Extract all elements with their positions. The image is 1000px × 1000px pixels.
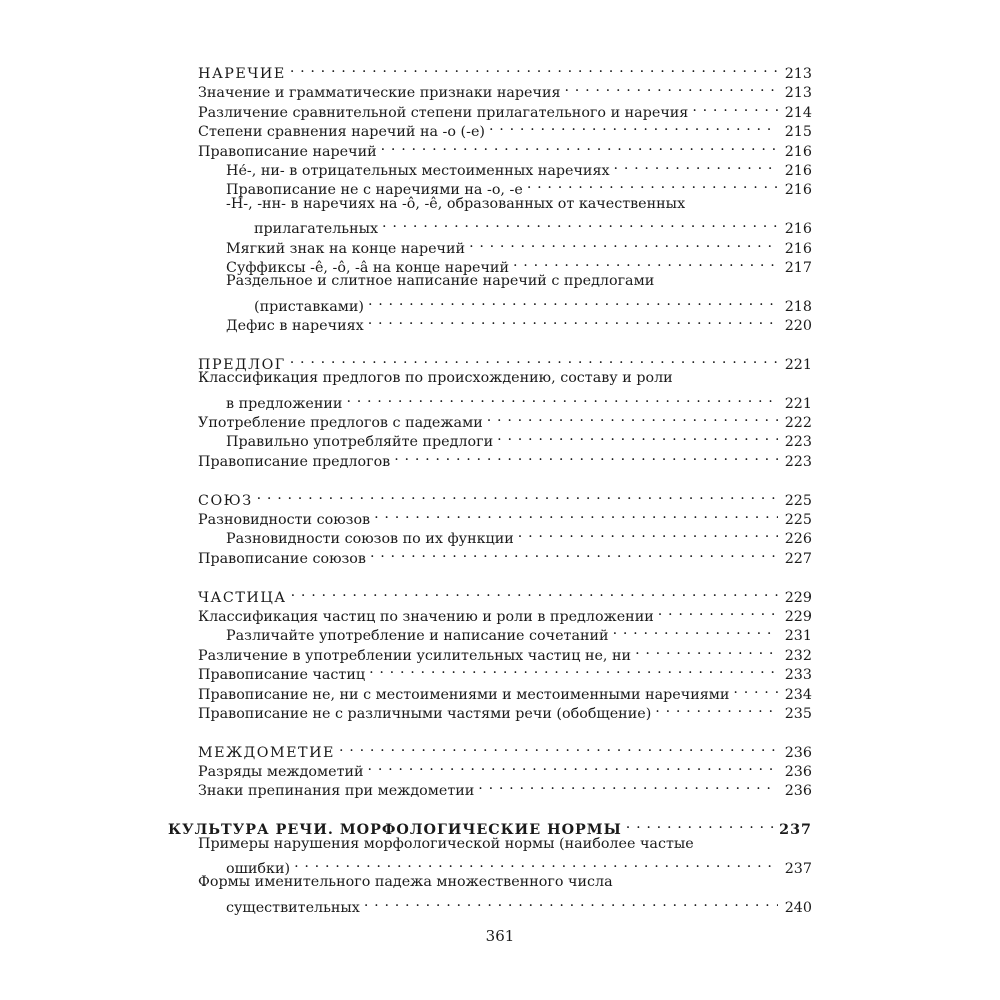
dot-leader	[294, 854, 778, 873]
toc-entry	[198, 292, 812, 315]
dot-leader	[478, 776, 778, 795]
dot-leader	[291, 583, 778, 602]
dot-leader	[487, 408, 778, 427]
toc-entry-page: 235	[784, 705, 812, 722]
toc-entry-title: Правописание предлогов	[198, 453, 391, 470]
dot-leader	[394, 447, 778, 466]
toc-entry	[198, 486, 812, 509]
toc-entry-page: 215	[784, 124, 812, 141]
toc-entry	[198, 311, 812, 335]
toc-entry-title: Классификация частиц по значению и роли в предложении	[198, 608, 654, 625]
toc-entry-title: Разновидности союзов	[198, 511, 371, 528]
dot-leader	[635, 641, 778, 660]
toc-entry-page: 229	[784, 589, 812, 606]
toc-entry	[198, 175, 812, 199]
toc-entry-title: Не́-, ни- в отрицательных местоименных наречиях	[226, 162, 610, 179]
toc-entry	[198, 272, 812, 291]
toc-entry	[198, 854, 812, 878]
toc-entry-title: Употребление предлогов с падежами	[198, 415, 483, 432]
toc-entry-title: Суффиксы -ê, -ô, -â на конце наречий	[226, 259, 509, 276]
dot-leader	[290, 59, 778, 78]
toc-entry-title: ПРЕДЛОГ	[198, 356, 286, 373]
toc-entry-title: Различайте употребление и написание сочетаний	[226, 628, 609, 645]
toc-entry-page: 223	[784, 453, 812, 470]
toc-entry-page: 216	[784, 221, 812, 238]
toc-entry	[198, 137, 812, 160]
toc-entry	[198, 98, 812, 121]
toc-entry	[198, 195, 812, 214]
dot-leader	[497, 427, 778, 446]
dot-leader	[613, 621, 778, 640]
toc-entry-title: существительных	[226, 899, 360, 916]
toc-entry	[198, 350, 812, 373]
toc-entry-page: 216	[784, 240, 812, 257]
dot-leader	[364, 893, 778, 912]
toc-entry-title: Разновидности союзов по их функции	[226, 531, 514, 548]
toc-entry-title: прилагательных	[254, 221, 379, 238]
toc-entry-page: 237	[784, 861, 812, 878]
toc-entry-page: 231	[784, 628, 812, 645]
toc-entry-page: 216	[784, 143, 812, 160]
toc-entry-page: 227	[784, 550, 812, 567]
dot-leader	[368, 292, 778, 311]
toc-entry	[198, 641, 812, 664]
dot-leader	[655, 699, 778, 718]
toc-entry	[198, 117, 812, 141]
toc-entry-page: 222	[784, 415, 812, 432]
toc-entry-page: 216	[784, 162, 812, 179]
dot-leader	[513, 253, 778, 272]
toc-entry-title: Примеры нарушения морфологической нормы (наиболее частые	[198, 835, 694, 852]
toc-entry	[198, 835, 812, 854]
dot-leader	[733, 680, 778, 699]
toc-entry-title: Правописание наречий	[198, 143, 377, 160]
toc-entry-title: Дефис в наречиях	[226, 318, 364, 335]
dot-leader	[257, 486, 778, 505]
toc-entry	[198, 389, 812, 412]
toc-entry-page: 236	[784, 764, 812, 781]
toc-entry	[198, 893, 812, 916]
dot-leader	[382, 214, 778, 233]
dot-leader	[565, 78, 778, 97]
toc-entry-title: Степени сравнения наречий на -о (-е)	[198, 124, 485, 141]
dot-leader	[692, 98, 778, 117]
dot-leader	[346, 389, 778, 408]
toc-entry-title: Различение в употреблении усилительных частиц не, ни	[198, 647, 632, 664]
dot-leader	[489, 117, 778, 136]
toc-entry-page: 240	[784, 899, 812, 916]
dot-leader	[527, 175, 778, 194]
toc-entry	[198, 156, 812, 179]
toc-entry-page: 221	[784, 356, 812, 373]
toc-entry-title: Разряды междометий	[198, 764, 364, 781]
toc-entry-title: Правописание не, ни с местоимениями и местоименными наречиями	[198, 686, 730, 703]
toc-entry	[198, 524, 812, 548]
toc-entry-page: 236	[784, 744, 812, 761]
toc-entry-title: Формы именительного падежа множественного числа	[198, 874, 613, 891]
toc-entry	[198, 738, 812, 761]
toc-entry-title: МЕЖДОМЕТИЕ	[198, 744, 335, 761]
toc-entry	[198, 427, 812, 451]
dot-leader	[369, 660, 778, 679]
toc-entry	[168, 815, 812, 839]
table-of-contents	[168, 59, 812, 916]
toc-entry	[198, 776, 812, 800]
toc-entry-title: ошибки)	[226, 861, 291, 878]
toc-entry-page: 213	[784, 85, 812, 102]
toc-entry-title: НАРЕЧИЕ	[198, 66, 286, 82]
toc-entry-title: Правописание частиц	[198, 667, 366, 684]
toc-entry-title: Значение и грамматические признаки наречия	[198, 85, 561, 102]
toc-entry-page: 216	[784, 182, 812, 199]
toc-entry	[198, 447, 812, 470]
dot-leader	[339, 738, 778, 757]
toc-entry-title: СОЮЗ	[198, 492, 253, 509]
page-number: 361	[485, 927, 515, 945]
toc-entry-title: (приставками)	[254, 298, 364, 315]
toc-entry	[198, 544, 812, 567]
toc-entry	[198, 78, 812, 102]
toc-entry	[198, 660, 812, 684]
toc-entry-page: 221	[784, 395, 812, 412]
toc-entry	[198, 214, 812, 238]
dot-leader	[469, 234, 778, 253]
toc-entry-page: 236	[784, 783, 812, 800]
toc-entry-title: КУЛЬТУРА РЕЧИ. МОРФОЛОГИЧЕСКИЕ НОРМЫ	[168, 822, 622, 839]
toc-entry	[198, 234, 812, 257]
toc-entry-page: 229	[784, 608, 812, 625]
toc-entry-page: 218	[784, 298, 812, 315]
toc-entry	[198, 680, 812, 703]
toc-entry-title: Знаки препинания при междометии	[198, 783, 475, 800]
toc-entry-page: 217	[784, 259, 812, 276]
toc-entry	[198, 583, 812, 606]
toc-entry	[198, 505, 812, 528]
toc-entry	[198, 873, 812, 892]
toc-entry-page: 225	[784, 511, 812, 528]
dot-leader	[290, 350, 778, 369]
toc-entry-title: Раздельное и слитное написание наречий с предлогами	[226, 273, 655, 290]
toc-entry-title: Различение сравнительной степени прилагательного и наречия	[198, 104, 689, 121]
toc-entry-title: -Н-, -нн- в наречиях на -ô, -ê, образованных от качественных	[226, 195, 686, 212]
dot-leader	[374, 505, 778, 524]
toc-entry-title: в предложении	[226, 395, 343, 412]
toc-entry-page: 223	[784, 434, 812, 451]
toc-entry-page: 233	[784, 667, 812, 684]
toc-entry-title: Правописание не с различными частями речи (обобщение)	[198, 705, 652, 722]
toc-entry-page: 232	[784, 647, 812, 664]
toc-entry-page: 237	[779, 822, 812, 839]
dot-leader	[518, 524, 778, 543]
toc-entry-title: ЧАСТИЦА	[198, 589, 287, 606]
toc-entry	[198, 369, 812, 388]
dot-leader	[658, 602, 778, 621]
toc-entry-title: Классификация предлогов по происхождению, составу и роли	[198, 370, 673, 387]
toc-entry	[198, 602, 812, 625]
toc-entry-page: 213	[784, 66, 812, 82]
toc-entry	[198, 408, 812, 432]
toc-entry-title: Правописание не с наречиями на -о, -е	[226, 182, 523, 199]
toc-entry-page: 234	[784, 686, 812, 703]
toc-entry-page: 226	[784, 531, 812, 548]
toc-entry	[198, 699, 812, 722]
toc-entry-title: Мягкий знак на конце наречий	[226, 240, 466, 257]
dot-leader	[368, 757, 778, 776]
toc-entry-title: Правильно употребляйте предлоги	[226, 434, 494, 451]
toc-entry-page: 214	[784, 104, 812, 121]
toc-entry	[198, 253, 812, 276]
toc-entry	[198, 59, 812, 82]
dot-leader	[368, 311, 778, 330]
toc-entry	[198, 621, 812, 645]
toc-entry	[198, 757, 812, 781]
dot-leader	[626, 815, 775, 834]
dot-leader	[614, 156, 778, 175]
dot-leader	[381, 137, 778, 156]
toc-entry-page: 220	[784, 318, 812, 335]
dot-leader	[370, 544, 778, 563]
toc-entry-title: Правописание союзов	[198, 550, 366, 567]
toc-entry-page: 225	[784, 492, 812, 509]
